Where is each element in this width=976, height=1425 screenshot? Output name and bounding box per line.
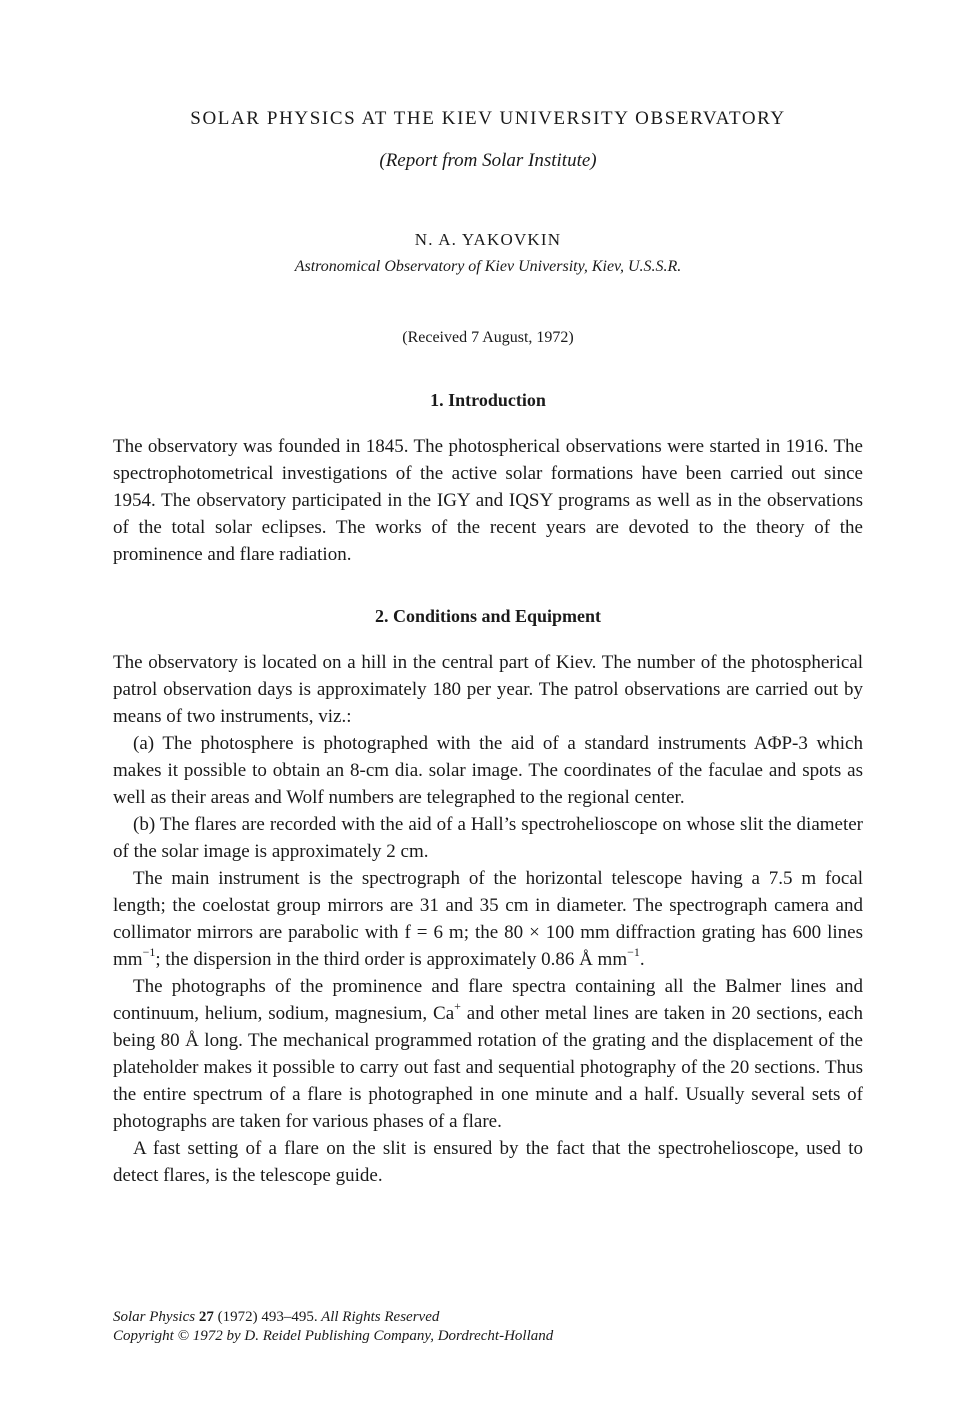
superscript: + [454, 998, 461, 1013]
superscript: −1 [627, 944, 640, 959]
text-run: . [639, 949, 645, 970]
article-subtitle: (Report from Solar Institute) [379, 150, 597, 171]
rights-notice: All Rights Reserved [321, 1309, 440, 1325]
text-run: The main instrument is the spectrograph of the horizontal telescope having a 7.5 m focal length; the coelostat group mirrors are 31 and 35 cm in diameter. The spectrograph camera and collimator mirrors are parabolic with f = 6 m; the 80 × 100 mm diffraction grating has 600 lines mm [113, 868, 863, 970]
paragraph: A fast setting of a flare on the slit is ensured by the fact that the spectrohelioscope, used to detect flares, is the telescope guide. [113, 1138, 863, 1186]
journal-volume: 27 [198, 1309, 214, 1325]
section-heading-introduction: 1. Introduction [430, 390, 546, 410]
introduction-body [113, 433, 863, 568]
journal-name: Solar Physics [113, 1309, 196, 1325]
paragraph: The observatory was founded in 1845. The photospherical observations were started in 1916. The spectrophotometrical investigations of the active solar formations have been carried out since 1954. The observatory participated in the IGY and IQSY programs as well as in the observations of the total solar eclipses. The works of the recent years are devoted to the theory of the prominence and flare radiation. [113, 436, 863, 565]
paragraph [113, 973, 863, 1135]
superscript: −1 [142, 944, 156, 959]
copyright-line: Copyright © 1972 by D. Reidel Publishing Company, Dordrecht-Holland [113, 1328, 554, 1344]
author-affiliation: Astronomical Observatory of Kiev University, Kiev, U.S.S.R. [294, 258, 682, 275]
paragraph: The observatory is located on a hill in the central part of Kiev. The number of the photospherical patrol observation days is approximately 180 per year. The patrol observations are carried out by means of two instruments, viz.: [113, 652, 863, 727]
received-date: (Received 7 August, 1972) [402, 329, 574, 346]
paragraph: (b) The flares are recorded with the aid of a Hall’s spectrohelioscope on whose slit the diameter of the solar image is approximately 2 cm. [113, 814, 863, 862]
conditions-body [113, 649, 863, 1189]
paragraph: (a) The photosphere is photographed with the aid of a standard instruments AΦP-3 which makes it possible to obtain an 8-cm dia. solar image. The coordinates of the faculae and spots as well as their areas and Wolf numbers are telegraphed to the regional center. [113, 733, 863, 808]
journal-pages: (1972) 493–495. [217, 1309, 318, 1325]
text-run: The photographs of the prominence and flare spectra containing all the Balmer lines and continuum, helium, sodium, magnesium, Ca [113, 976, 863, 1024]
text-run: ; the dispersion in the third order is approximately 0.86 Å mm [155, 949, 628, 970]
paragraph [113, 865, 863, 973]
section-heading-conditions: 2. Conditions and Equipment [374, 606, 602, 626]
author-name: N. A. YAKOVKIN [414, 230, 562, 249]
text-run: and other metal lines are taken in 20 sections, each being 80 Å long. The mechanical programmed rotation of the grating and the displacement of the plateholder makes it possible to carry out fast and sequential photography of the 20 sections. Thus the entire spectrum of a flare is photographed in one minute and a half. Usually several sets of photographs are taken for various phases of a flare. [113, 1003, 863, 1132]
citation-line [113, 1308, 863, 1327]
page-footer [113, 1308, 863, 1346]
article-title: SOLAR PHYSICS AT THE KIEV UNIVERSITY OBSERVATORY [190, 108, 786, 129]
